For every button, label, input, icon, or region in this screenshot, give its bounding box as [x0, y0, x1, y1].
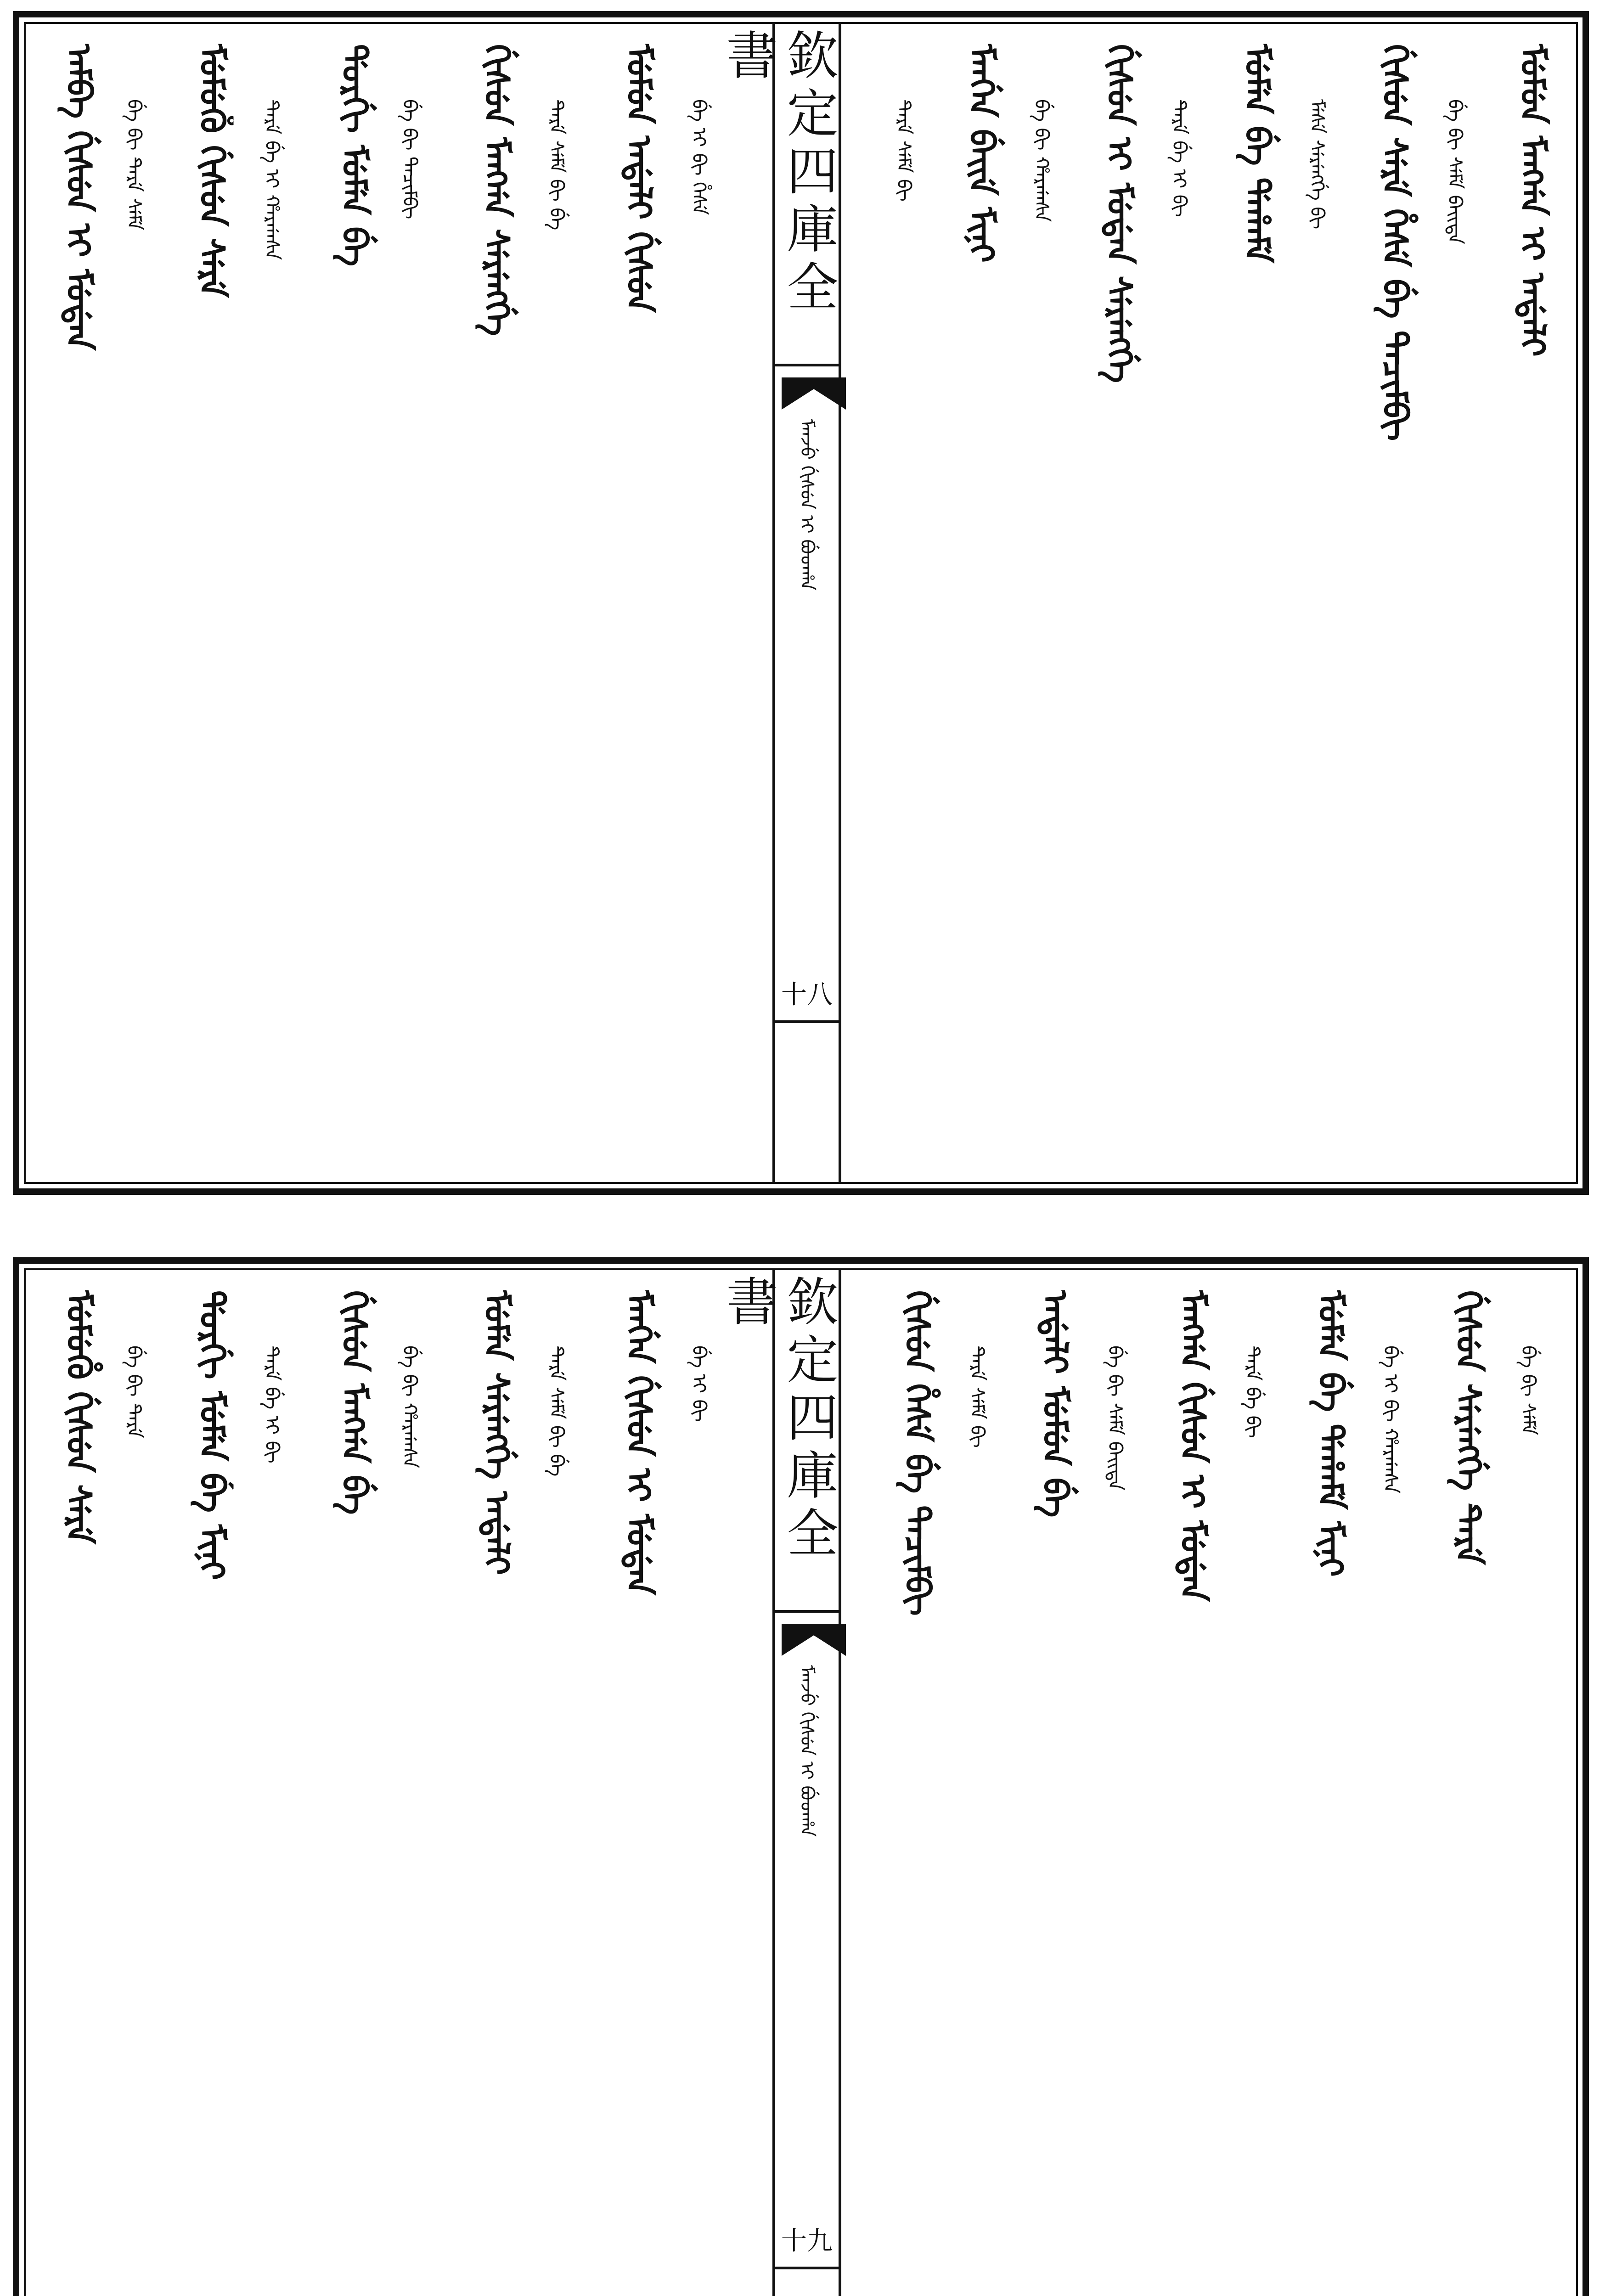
text-column: ᡤᡳᠰᡠᠨ ᠮᠠᠩᡤᠠ ᠪᡝ [334, 1290, 374, 1515]
text-column: ᠮᠠᠨᡤᡝᠨ ᠪᡝᡳᡝ ᠮᡳᠨᡳ [962, 44, 1001, 263]
text-column: ᡤᡳᠰᡠᠨ ᡳ ᠮᡠᡩᠠᠨ ᠰᡝᡵᡝᠩᡤᡝ [1099, 44, 1139, 383]
text-column: ᡩᠣᡵᡤᡳ ᠮᡠᠮᡝᠨ ᠪᡝ ᠮᡳᠨᡳ [192, 1290, 231, 1581]
text-column: ᡨᡝᡵᡝ ᠪᡝ ᡳ ᠪᡳ [261, 1345, 283, 1463]
text-column: ᡩᠣᡵᡤᡳ ᠮᡠᠮᡝᠨ ᠪᡝ [334, 44, 374, 267]
left-page [30, 1272, 770, 2296]
divider [775, 1020, 839, 1023]
text-column: ᡤᡳᠰᡠᠨ ᠰᡝᡵᡝ ᡥᡝᠰᡝ ᠪᡝ ᡨᠠᠴᡳᠮᠪᡳ [1375, 44, 1414, 441]
collection-title: 欽定四庫全書 [718, 1275, 838, 1564]
text-column: ᠪᡝ ᡳ ᠪᡳ ᡥᠠᡵᡤᠠᠰᠠ [1380, 1345, 1402, 1494]
collection-title: 欽定四庫全書 [718, 28, 838, 318]
text-column: ᡨᡝᡵᡝ ᠰᡝᠮᡝ ᠪᡳ ᠪᡝ [546, 1345, 568, 1477]
text-column: ᡨᡝᡵᡝ ᠰᡝᠮᡝ ᠪᡳ [966, 1345, 989, 1448]
text-column: ᠪᡝ ᠪᡳ ᠰᡝᠮᡝ [1517, 1345, 1540, 1435]
page-spread-top [13, 11, 1589, 1195]
text-column: ᠪᡝ ᡳ ᠪᡳ ᡥᡝᠰᡝ [688, 99, 710, 215]
text-column: ᠪᡝ ᠪᡳ ᡨᠠᠴᡳᠮᠪᡳ [399, 99, 421, 219]
center-column [718, 1270, 841, 2296]
text-column: ᡨᡝᡵᡝ ᠪᡝ ᡳ ᡥᠠᡵᡤᠠᠰᠠ [261, 99, 283, 260]
text-column: ᠪᡝ ᠪᡳ ᡨᡝᡵᡝ [123, 1345, 146, 1438]
divider [775, 1610, 839, 1613]
text-column: ᠮᠠᠨᡤᡝᠨ ᡤᡳᠰᡠᠨ ᡳ ᠮᡠᡩᠠᠨ [619, 1290, 659, 1595]
divider [775, 364, 839, 366]
text-column: ᠮᡠᠮᡠᡥᡠ ᡤᡳᠰᡠᠨ ᠰᡝᡵᡝ [192, 44, 231, 298]
book-title-text: ᠮᠠᠨᠵᡠ ᡤᡳᠰᡠᠨ ᡳ ᠪᡠᡨᡥᠠ [796, 419, 817, 591]
left-page [30, 26, 770, 1180]
fishtail-mark [782, 1624, 846, 1656]
text-column: ᠮᡠᠮᡠᠨ ᠠᡩᠠᠯᡳ ᡤᡳᠰᡠᠨ [619, 44, 659, 313]
text-column: ᡤᡳᠰᡠᠨ ᡥᡝᠰᡝ ᠪᡝ ᡨᠠᠴᡳᠮᠪᡳ [897, 1290, 937, 1616]
text-column: ᠠᡩᠠᠯᡳ ᠮᡠᠮᡠᠨ ᠪᡝ [1035, 1290, 1075, 1518]
text-column: ᠮᡠᠮᡝᠨ ᠪᡝ ᡩᠠᡥᠠᠮᡝ [1237, 44, 1277, 263]
text-column: ᡨᡝᡵᡝ ᠰᡝᠮᡝ ᠪᡳ [893, 99, 915, 202]
book-title-text: ᠮᠠᠨᠵᡠ ᡤᡳᠰᡠᠨ ᡳ ᠪᡠᡨᡥᠠ [796, 1665, 817, 1837]
text-column: ᠮᡠᠮᡝᠨ ᠪᡝ ᡩᠠᡥᠠᠮᡝ ᠮᡳᠨᡳ [1311, 1290, 1350, 1577]
text-column: ᡤᡳᠰᡠᠨ ᠰᡝᡵᡝᠩᡤᡝ ᡨᡝᡵᡝ [1448, 1290, 1488, 1565]
text-column: ᠪᡝ ᠪᡳ ᡥᠠᡵᡤᠠᠰᠠ [1031, 99, 1053, 222]
center-column [718, 24, 841, 1182]
text-column: ᠮᡠᠮᡠᡥᡠ ᡤᡳᠰᡠᠨ ᠰᡝᡵᡝ [59, 1290, 98, 1544]
fishtail-mark [782, 377, 846, 410]
text-column: ᠪᡝ ᡳ ᠪᡳ [688, 1345, 710, 1422]
right-page [846, 1272, 1576, 2296]
text-column: ᡤᡳᠰᡠᠨ ᠮᠠᠩᡤᠠ ᠰᡝᡵᡝᠩᡤᡝ [477, 44, 516, 336]
text-column: ᠮᡝᠰᡝ ᠰᡝᡵᡝᠩᡤᡝ ᠪᡳ [1306, 99, 1329, 230]
text-column: ᠪᡝ ᠪᡳ ᠰᡝᠮᡝ ᠪᠠᡳᡨᠠ [1104, 1345, 1126, 1491]
center-text [775, 1665, 839, 2225]
text-column: ᠮᡠᠮᡝᠨ ᠰᡝᡵᡝᠩᡤᡝ ᠠᡩᠠᠯᡳ [477, 1290, 516, 1576]
center-text [775, 419, 839, 979]
text-column: ᠮᡠᠮᡠᠨ ᠮᠠᠩᡤᠠ ᡳ ᠠᡩᠠᠯᡳ [1513, 44, 1552, 357]
text-column: ᠠᠮᠪᠠ ᡤᡳᠰᡠᠨ ᡳ ᠮᡠᡩᠠᠨ [59, 44, 98, 350]
text-column: ᠪᡝ ᠪᡳ ᡨᡝᡵᡝ ᠰᡝᠮᡝ [123, 99, 146, 231]
page-spread-bottom [13, 1257, 1589, 2296]
text-column: ᡨᡝᡵᡝ ᠪᡝ ᠪᡳ [1242, 1345, 1264, 1438]
page-number: 十八 [781, 980, 833, 1010]
text-column: ᠪᡝ ᠪᡳ ᡥᠠᡵᡤᠠᠰᠠ [399, 1345, 421, 1469]
text-column: ᠮᠠᠩᡤᠠ ᡤᡳᠰᡠᠨ ᡳ ᠮᡠᡩᠠᠨ [1173, 1290, 1212, 1602]
page-number: 十九 [781, 2226, 833, 2256]
divider [775, 2267, 839, 2269]
text-column: ᠪᡝ ᠪᡳ ᠰᡝᠮᡝ ᠪᠠᡳᡨᠠ [1444, 99, 1466, 244]
text-column: ᡨᡝᡵᡝ ᠰᡝᠮᡝ ᠪᡳ ᠪᡝ [546, 99, 568, 231]
right-page [846, 26, 1576, 1180]
text-column: ᡨᡝᡵᡝ ᠪᡝ ᡳ ᠪᡳ [1168, 99, 1191, 217]
